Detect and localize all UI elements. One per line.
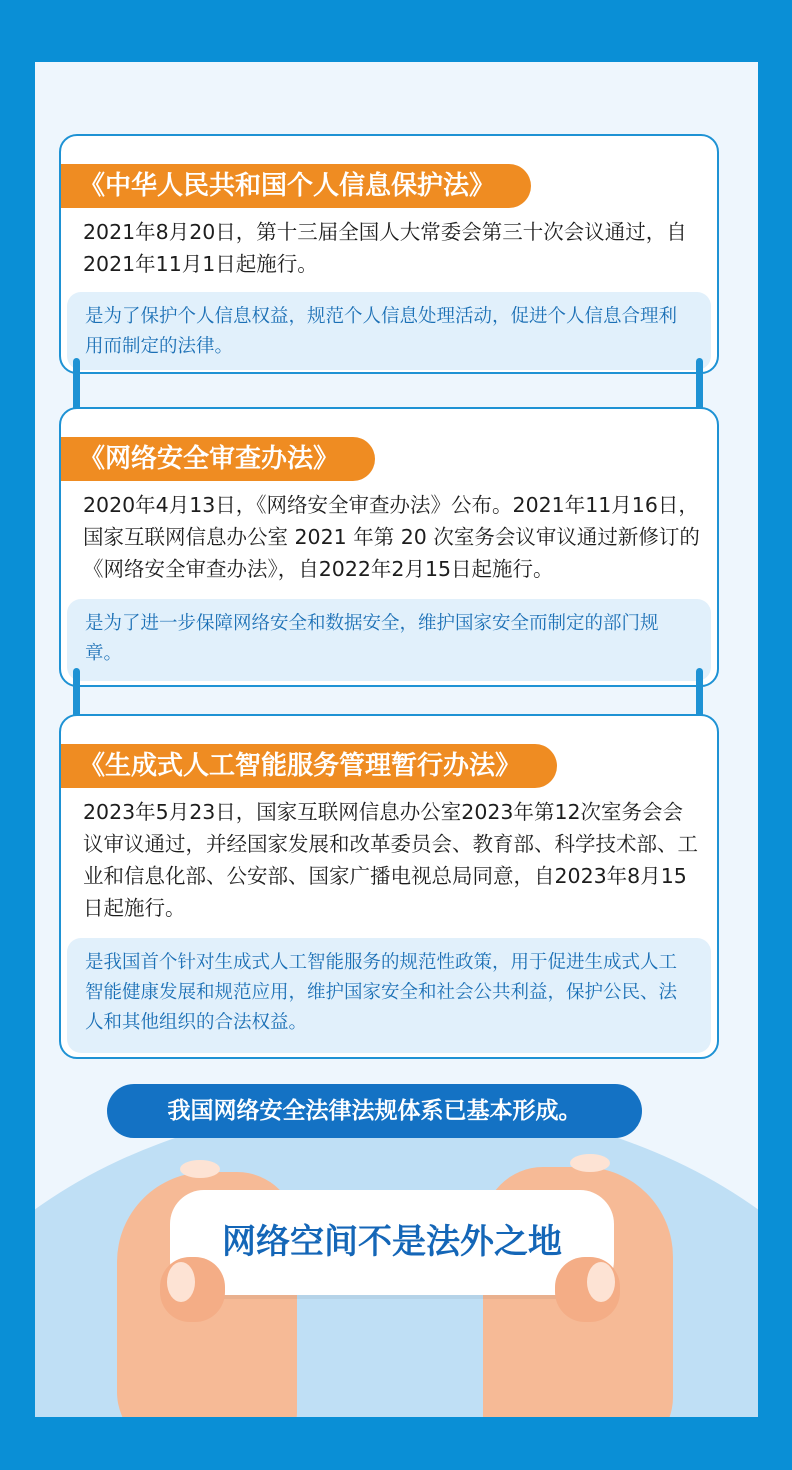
- law-card-date: 2023年5月23日，国家互联网信息办公室2023年第12次室务会会议审议通过，并经国家发展和改革委员会、教育部、科学技术部、工业和信息化部、公安部、国家广播电视总局同意，自2023年8月15日起施行。: [83, 800, 698, 920]
- slogan-card: 网络空间不是法外之地: [170, 1190, 614, 1295]
- fingernail-highlight: [570, 1154, 610, 1172]
- law-card-personal-information: [59, 134, 719, 374]
- law-card-description: 是为了保护个人信息权益，规范个人信息处理活动，促进个人信息合理利用而制定的法律。: [67, 292, 711, 370]
- summary-banner: 我国网络安全法律法规体系已基本形成。: [107, 1084, 642, 1138]
- law-card-date: 2020年4月13日，《网络安全审查办法》公布。2021年11月16日，国家互联网信息办公室 2021 年第 20 次室务会议审议通过新修订的《网络安全审查办法》，自2022年2月15日起施行。: [83, 493, 700, 581]
- law-card-title: 《中华人民共和国个人信息保护法》: [61, 164, 531, 208]
- law-card-cyber-review: [59, 407, 719, 687]
- law-card-date: 2021年8月20日，第十三届全国人大常委会第三十次会议通过，自2021年11月1日起施行。: [83, 220, 687, 276]
- law-card-title: 《网络安全审查办法》: [61, 437, 375, 481]
- thumbnail-highlight: [167, 1262, 195, 1302]
- law-card-description: 是我国首个针对生成式人工智能服务的规范性政策，用于促进生成式人工智能健康发展和规范应用，维护国家安全和社会公共利益，保护公民、法人和其他组织的合法权益。: [67, 938, 711, 1053]
- fingernail-highlight: [180, 1160, 220, 1178]
- content-panel: [35, 62, 758, 1417]
- thumbnail-highlight: [587, 1262, 615, 1302]
- law-card-generative-ai: [59, 714, 719, 1059]
- law-card-description: 是为了进一步保障网络安全和数据安全，维护国家安全而制定的部门规章。: [67, 599, 711, 681]
- law-card-title: 《生成式人工智能服务管理暂行办法》: [61, 744, 557, 788]
